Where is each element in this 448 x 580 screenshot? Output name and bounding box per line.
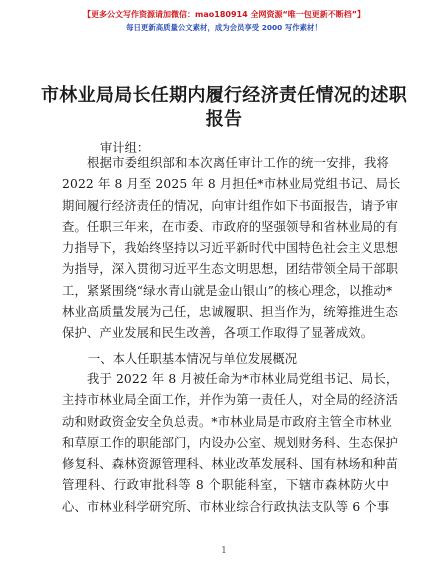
paragraph-line: 查。任职三年来，在市委、市政府的坚强领导和省林业局的有 <box>62 219 399 234</box>
paragraph-line: 期间履行经济责任的情况，向审计组作如下书面报告，请予审 <box>62 198 399 213</box>
section-heading: 一、本人任职基本情况与单位发展概况 <box>88 352 298 366</box>
promo-banner-line1: 【更多公文写作资源请加微信：mao180914 全网资源“唯一包更新不断档”】 <box>83 10 365 19</box>
paragraph-line: 为指导，深入贯彻习近平生态文明思想，团结带领全局干部职 <box>62 262 399 277</box>
paragraph-line: 动和财政资金安全负总责。*市林业局是市政府主管全市林业 <box>62 414 392 429</box>
paragraph-line: 2022 年 8 月至 2025 年 8 月担任*市林业局党组书记、局长 <box>62 177 401 192</box>
promo-banner-line2: 每日更新高质量公文素材，成为会员享受 2000 写作素材！ <box>126 23 322 32</box>
title-line-2: 报告 <box>205 109 243 130</box>
paragraph-line: 力指导下，我始终坚持以习近平新时代中国特色社会主义思想 <box>62 241 399 256</box>
paragraph-line: 和草原工作的职能部门，内设办公室、规划财务科、生态保护 <box>62 435 399 450</box>
page-number: 1 <box>221 546 227 556</box>
paragraph-section-one <box>62 369 399 518</box>
paragraph-line: 心、市林业科学研究所、市林业综合行政执法支队等 6 个事 <box>62 499 390 514</box>
document-title <box>30 84 418 132</box>
paragraph-line: 工，紧紧围绕“绿水青山就是金山银山”的核心理念，以推动* <box>62 283 393 298</box>
paragraph-line: 林业高质量发展为己任，忠诚履职、担当作为，统筹推进生态 <box>62 305 399 320</box>
title-line-1: 市林业局局长任期内履行经济责任情况的述职 <box>41 85 407 106</box>
salutation: 审计组： <box>100 141 150 155</box>
paragraph-line: 根据市委组织部和本次离任审计工作的统一安排，我将 <box>87 156 389 170</box>
paragraph-line: 我于 2022 年 8 月被任命为*市林业局党组书记、局长， <box>87 372 399 386</box>
paragraph-intro <box>62 153 401 345</box>
paragraph-line: 管理科、行政审批科等 8 个职能科室，下辖市森林防火中 <box>62 478 389 493</box>
paragraph-line: 主持市林业局全面工作，并作为第一责任人，对全局的经济活 <box>62 393 399 408</box>
paragraph-line: 修复科、森林资源管理科、林业改革发展科、国有林场和种苗 <box>62 457 399 472</box>
paragraph-line: 保护、产业发展和民生改善，各项工作取得了显著成效。 <box>62 326 374 341</box>
